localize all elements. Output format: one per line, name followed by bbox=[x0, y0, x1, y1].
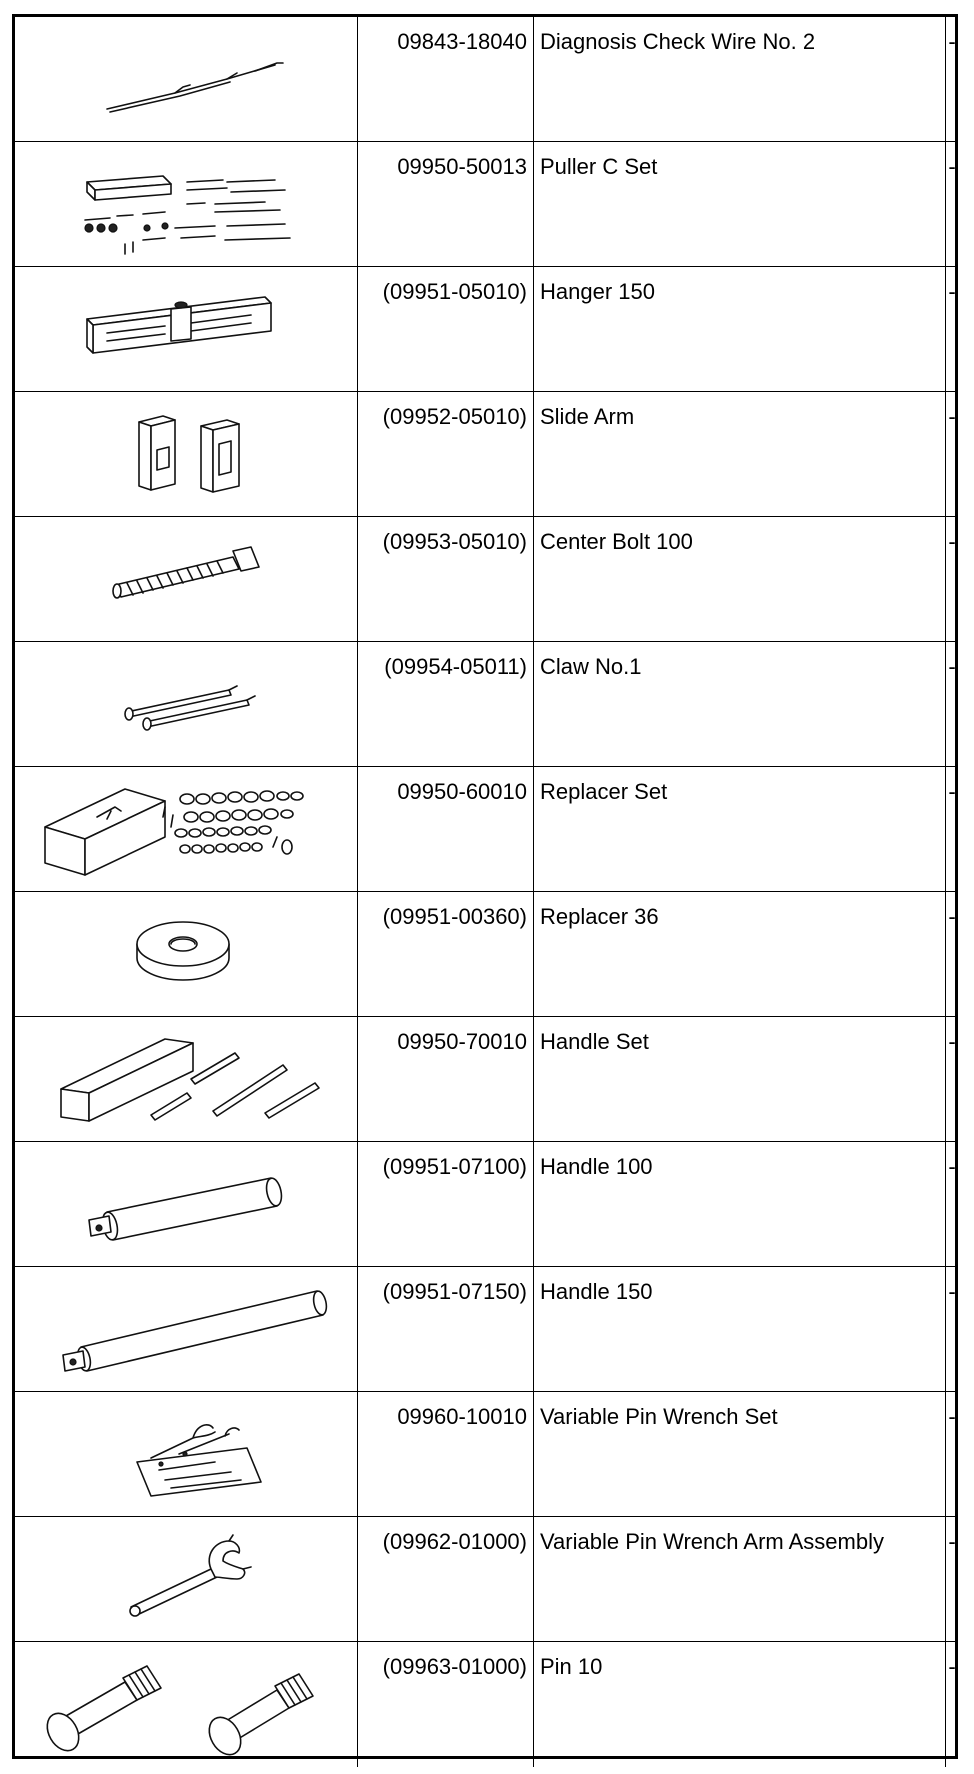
tool-name: Slide Arm bbox=[534, 392, 946, 516]
part-number: 09950-50013 bbox=[358, 142, 534, 266]
part-number: 09843-18040 bbox=[358, 17, 534, 141]
note-mark: - bbox=[948, 529, 956, 554]
note-mark: - bbox=[948, 1154, 956, 1179]
part-number: 09960-10010 bbox=[358, 1392, 534, 1516]
table-row bbox=[15, 1142, 955, 1267]
table-row bbox=[15, 392, 955, 517]
tool-image-cell bbox=[15, 1267, 358, 1391]
note-mark: - bbox=[948, 404, 956, 429]
replacer-ring-icon bbox=[15, 892, 358, 1015]
center-bolt-icon bbox=[15, 517, 358, 640]
table-row bbox=[15, 17, 955, 142]
tool-name: Puller C Set bbox=[534, 142, 946, 266]
table-row bbox=[15, 1517, 955, 1642]
tool-image-cell bbox=[15, 1142, 358, 1266]
part-number: (09963-01000) bbox=[358, 1642, 534, 1767]
tool-name: Replacer Set bbox=[534, 767, 946, 891]
table-row bbox=[15, 267, 955, 392]
part-number: (09951-00360) bbox=[358, 892, 534, 1016]
tool-image-cell bbox=[15, 642, 358, 766]
table-row bbox=[15, 892, 955, 1017]
note-mark: - bbox=[948, 1654, 956, 1679]
tool-name: Handle 150 bbox=[534, 1267, 946, 1391]
note-mark: - bbox=[948, 1404, 956, 1429]
tool-name: Claw No.1 bbox=[534, 642, 946, 766]
note-mark: - bbox=[948, 154, 956, 179]
tool-name: Pin 10 bbox=[534, 1642, 946, 1767]
tool-image-cell bbox=[15, 517, 358, 641]
handle-set-icon bbox=[15, 1017, 358, 1140]
note-mark: - bbox=[948, 1529, 956, 1554]
pin-icon bbox=[15, 1642, 358, 1765]
table-row bbox=[15, 767, 955, 892]
table-row bbox=[15, 1392, 955, 1517]
tool-image-cell bbox=[15, 892, 358, 1016]
hanger-icon bbox=[15, 267, 358, 390]
tool-image-cell bbox=[15, 142, 358, 266]
tool-image-cell bbox=[15, 1642, 358, 1767]
table-row bbox=[15, 1642, 955, 1767]
part-number: (09953-05010) bbox=[358, 517, 534, 641]
tool-name: Center Bolt 100 bbox=[534, 517, 946, 641]
table-row bbox=[15, 1267, 955, 1392]
part-number: 09950-70010 bbox=[358, 1017, 534, 1141]
note-mark: - bbox=[948, 654, 956, 679]
tool-name: Variable Pin Wrench Set bbox=[534, 1392, 946, 1516]
handle-short-icon bbox=[15, 1142, 358, 1265]
slide-arm-icon bbox=[15, 392, 358, 515]
puller-set-icon bbox=[15, 142, 358, 265]
table-row bbox=[15, 1017, 955, 1142]
tool-name: Handle Set bbox=[534, 1017, 946, 1141]
table-row bbox=[15, 142, 955, 267]
tool-image-cell bbox=[15, 17, 358, 141]
part-number: (09951-05010) bbox=[358, 267, 534, 391]
pin-wrench-set-icon bbox=[15, 1392, 358, 1515]
tool-image-cell bbox=[15, 1392, 358, 1516]
part-number: (09952-05010) bbox=[358, 392, 534, 516]
note-mark: - bbox=[948, 1279, 956, 1304]
replacer-set-icon bbox=[15, 767, 358, 890]
part-number: (09951-07100) bbox=[358, 1142, 534, 1266]
handle-long-icon bbox=[15, 1267, 358, 1390]
table-row bbox=[15, 642, 955, 767]
part-number: (09954-05011) bbox=[358, 642, 534, 766]
note-mark: - bbox=[948, 779, 956, 804]
tool-image-cell bbox=[15, 267, 358, 391]
pin-wrench-arm-icon bbox=[15, 1517, 358, 1640]
tool-name: Hanger 150 bbox=[534, 267, 946, 391]
tool-name: Replacer 36 bbox=[534, 892, 946, 1016]
part-number: (09951-07150) bbox=[358, 1267, 534, 1391]
tool-name: Handle 100 bbox=[534, 1142, 946, 1266]
claw-icon bbox=[15, 642, 358, 765]
note-mark: - bbox=[948, 1029, 956, 1054]
tool-image-cell bbox=[15, 767, 358, 891]
note-mark: - bbox=[948, 279, 956, 304]
note-mark: - bbox=[948, 29, 956, 54]
tool-image-cell bbox=[15, 392, 358, 516]
special-tools-table bbox=[12, 14, 958, 1759]
check-wire-icon bbox=[15, 17, 358, 140]
part-number: 09950-60010 bbox=[358, 767, 534, 891]
note-mark: - bbox=[948, 904, 956, 929]
tool-image-cell bbox=[15, 1017, 358, 1141]
tool-name: Diagnosis Check Wire No. 2 bbox=[534, 17, 946, 141]
table-row bbox=[15, 517, 955, 642]
tool-image-cell bbox=[15, 1517, 358, 1641]
part-number: (09962-01000) bbox=[358, 1517, 534, 1641]
tool-name: Variable Pin Wrench Arm Assembly bbox=[534, 1517, 946, 1641]
